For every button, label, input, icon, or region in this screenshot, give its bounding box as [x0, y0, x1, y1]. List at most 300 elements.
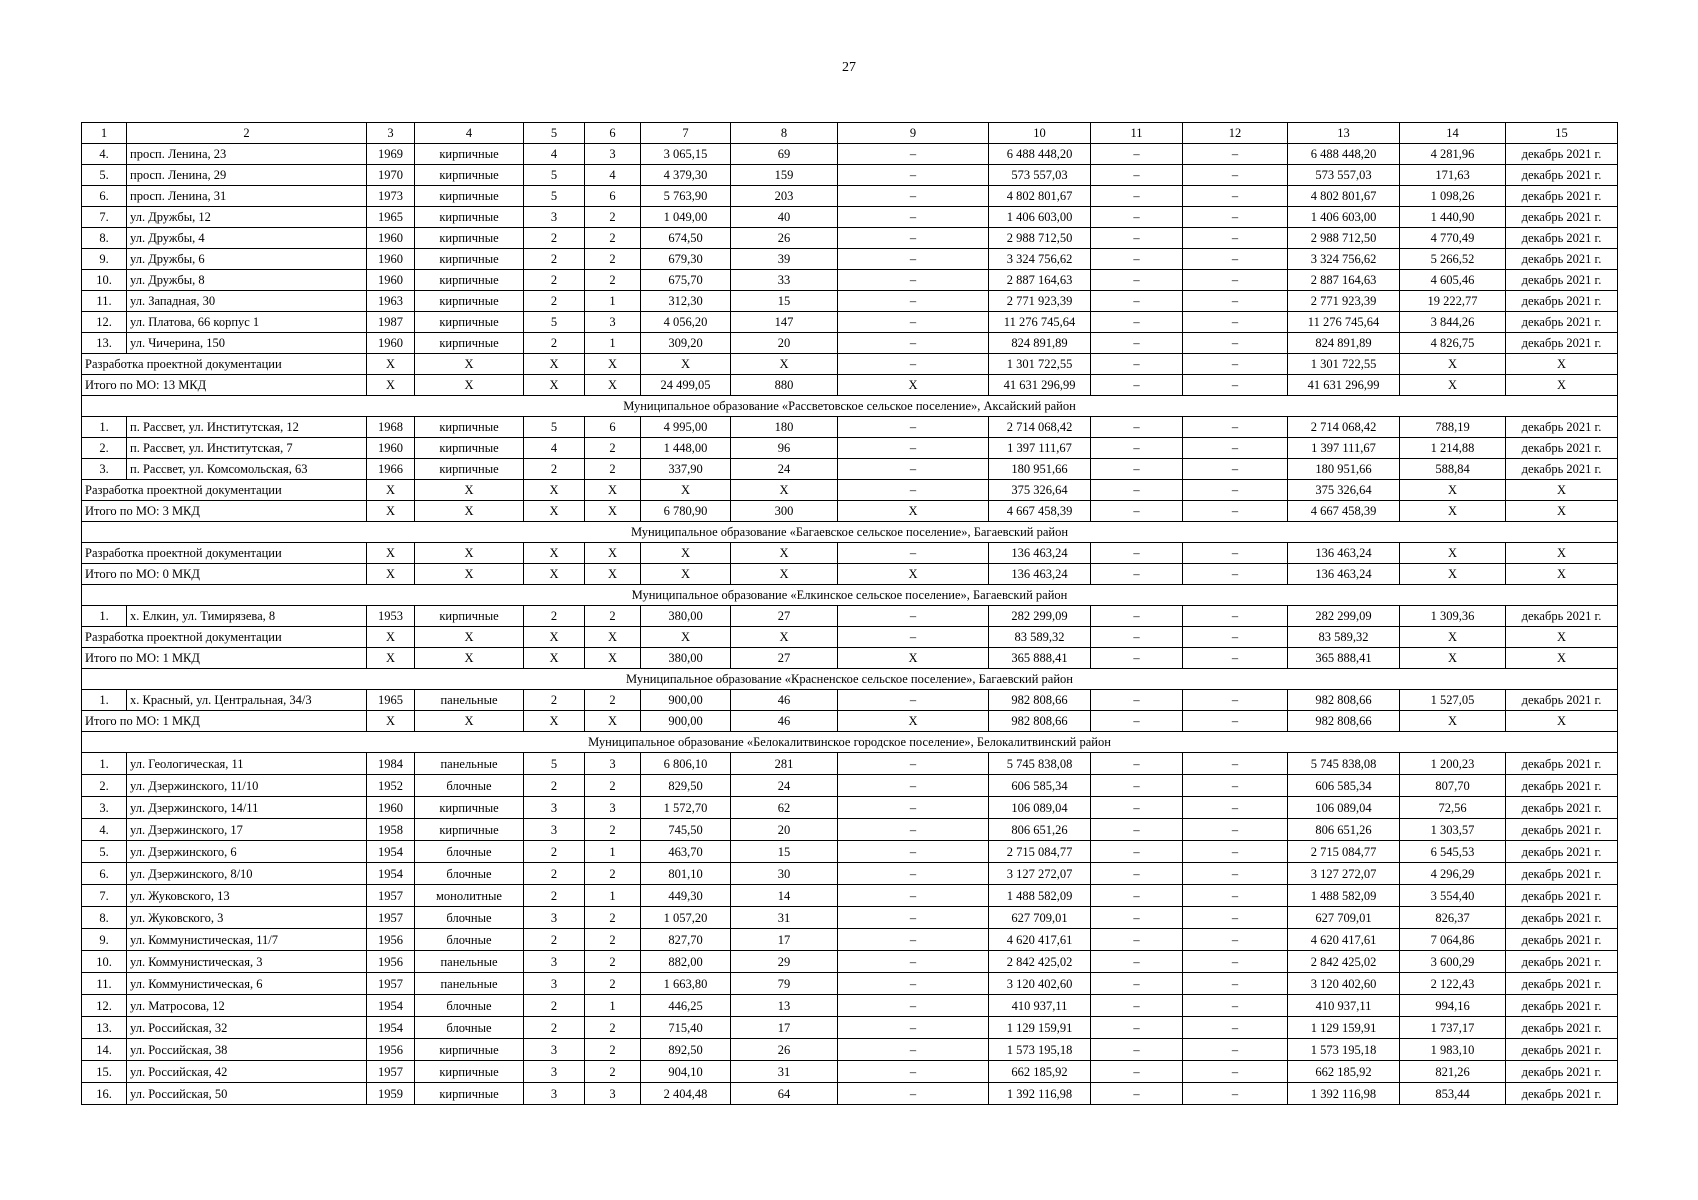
table-cell: X — [838, 711, 989, 732]
table-cell: кирпичные — [415, 819, 524, 841]
table-cell: – — [1091, 775, 1183, 797]
table-cell: X — [524, 627, 585, 648]
page-number: 27 — [842, 60, 856, 75]
table-cell: 1954 — [367, 995, 415, 1017]
table-row — [82, 165, 1618, 186]
table-cell: X — [524, 480, 585, 501]
table-cell: X — [367, 375, 415, 396]
table-cell: 180 951,66 — [989, 459, 1091, 480]
address-cell: просп. Ленина, 23 — [127, 144, 367, 165]
table-cell: X — [1506, 711, 1618, 732]
table-cell: 159 — [731, 165, 838, 186]
table-cell: – — [1091, 1061, 1183, 1083]
table-cell: 1 — [585, 841, 641, 863]
table-cell: 2 771 923,39 — [989, 291, 1091, 312]
table-cell: 6 780,90 — [641, 501, 731, 522]
table-cell: – — [1183, 606, 1288, 627]
table-cell: 2 — [524, 459, 585, 480]
table-cell: 106 089,04 — [1288, 797, 1400, 819]
summary-label: Итого по МО: 13 МКД — [82, 375, 367, 396]
table-cell: декабрь 2021 г. — [1506, 1083, 1618, 1105]
table-cell: декабрь 2021 г. — [1506, 249, 1618, 270]
table-cell: 1957 — [367, 1061, 415, 1083]
section-heading: Муниципальное образование «Багаевское сельское поселение», Багаевский район — [82, 522, 1618, 543]
address-cell: ул. Жуковского, 13 — [127, 885, 367, 907]
table-cell: декабрь 2021 г. — [1506, 417, 1618, 438]
table-cell: – — [1091, 375, 1183, 396]
column-header-6: 6 — [585, 123, 641, 144]
row-number: 13. — [82, 1017, 127, 1039]
table-cell: X — [1400, 711, 1506, 732]
table-cell: – — [1183, 186, 1288, 207]
row-number: 1. — [82, 417, 127, 438]
table-cell: X — [585, 501, 641, 522]
table-cell: 1952 — [367, 775, 415, 797]
table-cell: – — [838, 690, 989, 711]
address-cell: ул. Западная, 30 — [127, 291, 367, 312]
table-cell: 892,50 — [641, 1039, 731, 1061]
table-cell: X — [415, 543, 524, 564]
table-cell: 3 — [585, 797, 641, 819]
table-cell: – — [838, 907, 989, 929]
table-cell: 79 — [731, 973, 838, 995]
table-row — [82, 885, 1618, 907]
table-cell: 4 379,30 — [641, 165, 731, 186]
table-cell: – — [838, 228, 989, 249]
summary-label: Разработка проектной документации — [82, 480, 367, 501]
table-cell: 180 951,66 — [1288, 459, 1400, 480]
table-cell: – — [838, 1083, 989, 1105]
section-heading-row — [82, 585, 1618, 606]
table-cell: 4 620 417,61 — [1288, 929, 1400, 951]
table-cell: – — [1183, 417, 1288, 438]
table-cell: X — [1400, 480, 1506, 501]
table-cell: – — [1183, 501, 1288, 522]
table-row — [82, 207, 1618, 228]
table-cell: – — [1183, 312, 1288, 333]
table-cell: – — [838, 627, 989, 648]
table-cell: декабрь 2021 г. — [1506, 144, 1618, 165]
table-cell: 15 — [731, 841, 838, 863]
table-cell: 24 — [731, 459, 838, 480]
table-cell: 1 572,70 — [641, 797, 731, 819]
table-cell: X — [1506, 627, 1618, 648]
table-cell: X — [585, 480, 641, 501]
table-cell: 64 — [731, 1083, 838, 1105]
table-cell: – — [838, 480, 989, 501]
row-number: 6. — [82, 186, 127, 207]
table-cell: X — [415, 711, 524, 732]
table-cell: 627 709,01 — [989, 907, 1091, 929]
table-cell: 1 129 159,91 — [1288, 1017, 1400, 1039]
table-cell: – — [1183, 951, 1288, 973]
table-cell: 136 463,24 — [989, 543, 1091, 564]
table-cell: 982 808,66 — [1288, 690, 1400, 711]
table-cell: 2 — [524, 929, 585, 951]
table-cell: декабрь 2021 г. — [1506, 753, 1618, 775]
table-cell: – — [1091, 863, 1183, 885]
table-cell: 2 — [524, 690, 585, 711]
table-cell: 3 600,29 — [1400, 951, 1506, 973]
table-cell: 1 397 111,67 — [989, 438, 1091, 459]
table-cell: – — [838, 863, 989, 885]
table-cell: 982 808,66 — [989, 690, 1091, 711]
table-cell: 4 667 458,39 — [1288, 501, 1400, 522]
table-cell: – — [1183, 711, 1288, 732]
table-cell: X — [1506, 501, 1618, 522]
table-cell: декабрь 2021 г. — [1506, 929, 1618, 951]
table-cell: – — [838, 841, 989, 863]
address-cell: х. Красный, ул. Центральная, 34/3 — [127, 690, 367, 711]
row-number: 3. — [82, 459, 127, 480]
summary-label: Разработка проектной документации — [82, 543, 367, 564]
table-cell: 3 — [524, 1061, 585, 1083]
table-cell: X — [731, 480, 838, 501]
table-cell: 83 589,32 — [989, 627, 1091, 648]
table-cell: X — [585, 564, 641, 585]
table-cell: 882,00 — [641, 951, 731, 973]
table-cell: 2 — [524, 606, 585, 627]
table-cell: – — [1091, 438, 1183, 459]
row-number: 11. — [82, 291, 127, 312]
column-header-4: 4 — [415, 123, 524, 144]
summary-label: Разработка проектной документации — [82, 354, 367, 375]
table-cell: – — [1183, 885, 1288, 907]
table-cell: – — [838, 543, 989, 564]
table-cell: 4 620 417,61 — [989, 929, 1091, 951]
table-cell: 982 808,66 — [989, 711, 1091, 732]
table-cell: 24 — [731, 775, 838, 797]
table-cell: 2 — [524, 291, 585, 312]
column-header-12: 12 — [1183, 123, 1288, 144]
table-cell: кирпичные — [415, 1039, 524, 1061]
table-cell: X — [585, 711, 641, 732]
address-cell: ул. Матросова, 12 — [127, 995, 367, 1017]
table-cell: 2 404,48 — [641, 1083, 731, 1105]
table-cell: 1963 — [367, 291, 415, 312]
table-cell: – — [1091, 1039, 1183, 1061]
summary-row — [82, 711, 1618, 732]
table-cell: блочные — [415, 863, 524, 885]
table-cell: 2 842 425,02 — [989, 951, 1091, 973]
table-cell: 1 737,17 — [1400, 1017, 1506, 1039]
table-cell: кирпичные — [415, 333, 524, 354]
table-cell: – — [1091, 501, 1183, 522]
table-cell: 1 301 722,55 — [1288, 354, 1400, 375]
table-cell: 106 089,04 — [989, 797, 1091, 819]
section-heading-row — [82, 732, 1618, 753]
table-cell: 1 983,10 — [1400, 1039, 1506, 1061]
section-heading: Муниципальное образование «Белокалитвинское городское поселение», Белокалитвинский район — [82, 732, 1618, 753]
table-cell: – — [1091, 186, 1183, 207]
table-cell: 380,00 — [641, 648, 731, 669]
column-header-5: 5 — [524, 123, 585, 144]
table-cell: X — [524, 501, 585, 522]
table-cell: 2 715 084,77 — [989, 841, 1091, 863]
table-cell: 2 — [585, 907, 641, 929]
table-cell: X — [1400, 564, 1506, 585]
table-cell: 3 554,40 — [1400, 885, 1506, 907]
table-cell: 365 888,41 — [989, 648, 1091, 669]
table-cell: – — [1091, 841, 1183, 863]
table-cell: кирпичные — [415, 144, 524, 165]
table-cell: 19 222,77 — [1400, 291, 1506, 312]
column-header-9: 9 — [838, 123, 989, 144]
row-number: 5. — [82, 165, 127, 186]
table-cell: 4 826,75 — [1400, 333, 1506, 354]
table-cell: 1965 — [367, 207, 415, 228]
table-cell: – — [1183, 438, 1288, 459]
table-cell: 1956 — [367, 1039, 415, 1061]
table-cell: X — [524, 375, 585, 396]
table-cell: 2 842 425,02 — [1288, 951, 1400, 973]
table-cell: 1984 — [367, 753, 415, 775]
table-cell: 2 — [585, 1039, 641, 1061]
summary-row — [82, 627, 1618, 648]
row-number: 2. — [82, 775, 127, 797]
table-cell: 3 — [585, 1083, 641, 1105]
section-heading: Муниципальное образование «Рассветовское сельское поселение», Аксайский район — [82, 396, 1618, 417]
table-cell: X — [838, 564, 989, 585]
table-cell: 1973 — [367, 186, 415, 207]
table-cell: блочные — [415, 995, 524, 1017]
table-cell: X — [641, 480, 731, 501]
table-cell: – — [838, 333, 989, 354]
table-cell: 1954 — [367, 841, 415, 863]
table-cell: 26 — [731, 1039, 838, 1061]
section-heading-row — [82, 669, 1618, 690]
table-cell: – — [838, 312, 989, 333]
table-cell: 2 — [585, 228, 641, 249]
table-row — [82, 312, 1618, 333]
table-cell: 1 663,80 — [641, 973, 731, 995]
table-cell: 300 — [731, 501, 838, 522]
table-cell: X — [1400, 354, 1506, 375]
table-cell: 1960 — [367, 270, 415, 291]
row-number: 15. — [82, 1061, 127, 1083]
table-cell: 5 745 838,08 — [1288, 753, 1400, 775]
table-cell: – — [1183, 1061, 1288, 1083]
table-cell: 62 — [731, 797, 838, 819]
table-cell: 5 — [524, 753, 585, 775]
table-cell: – — [1091, 291, 1183, 312]
table-cell: – — [838, 207, 989, 228]
table-cell: – — [1091, 165, 1183, 186]
table-cell: 826,37 — [1400, 907, 1506, 929]
table-cell: 679,30 — [641, 249, 731, 270]
table-cell: 4 056,20 — [641, 312, 731, 333]
table-cell: 203 — [731, 186, 838, 207]
row-number: 4. — [82, 144, 127, 165]
table-cell: X — [367, 564, 415, 585]
table-cell: декабрь 2021 г. — [1506, 207, 1618, 228]
table-cell: – — [1091, 417, 1183, 438]
table-cell: 1 309,36 — [1400, 606, 1506, 627]
table-cell: 1953 — [367, 606, 415, 627]
table-cell: – — [838, 144, 989, 165]
table-cell: блочные — [415, 841, 524, 863]
table-cell: 14 — [731, 885, 838, 907]
table-cell: X — [1400, 627, 1506, 648]
table-cell: 606 585,34 — [1288, 775, 1400, 797]
table-cell: – — [1183, 144, 1288, 165]
table-cell: 1959 — [367, 1083, 415, 1105]
table-cell: 1 057,20 — [641, 907, 731, 929]
address-cell: ул. Российская, 50 — [127, 1083, 367, 1105]
table-cell: 136 463,24 — [1288, 564, 1400, 585]
address-cell: ул. Дружбы, 6 — [127, 249, 367, 270]
table-cell: 662 185,92 — [1288, 1061, 1400, 1083]
table-cell: блочные — [415, 907, 524, 929]
row-number: 1. — [82, 690, 127, 711]
table-row — [82, 690, 1618, 711]
table-cell: 4 802 801,67 — [989, 186, 1091, 207]
table-cell: 31 — [731, 907, 838, 929]
table-cell: кирпичные — [415, 459, 524, 480]
table-cell: 2 — [585, 270, 641, 291]
table-cell: 282 299,09 — [989, 606, 1091, 627]
table-cell: 1969 — [367, 144, 415, 165]
table-cell: – — [1183, 1083, 1288, 1105]
table-cell: X — [415, 375, 524, 396]
table-cell: – — [1183, 270, 1288, 291]
table-cell: декабрь 2021 г. — [1506, 907, 1618, 929]
address-cell: ул. Дзержинского, 6 — [127, 841, 367, 863]
table-cell: – — [1091, 144, 1183, 165]
table-cell: – — [1091, 627, 1183, 648]
table-cell: 1 392 116,98 — [1288, 1083, 1400, 1105]
table-cell: 3 324 756,62 — [1288, 249, 1400, 270]
table-cell: – — [1091, 564, 1183, 585]
summary-row — [82, 543, 1618, 564]
table-cell: 1 — [585, 995, 641, 1017]
table-cell: декабрь 2021 г. — [1506, 885, 1618, 907]
table-cell: – — [838, 929, 989, 951]
table-cell: – — [1091, 606, 1183, 627]
table-cell: – — [1183, 228, 1288, 249]
table-cell: 3 324 756,62 — [989, 249, 1091, 270]
table-cell: – — [1183, 797, 1288, 819]
table-cell: – — [1091, 1083, 1183, 1105]
table-cell: 2 — [585, 249, 641, 270]
row-number: 7. — [82, 207, 127, 228]
table-cell: – — [1183, 627, 1288, 648]
table-cell: декабрь 2021 г. — [1506, 1061, 1618, 1083]
table-cell: панельные — [415, 690, 524, 711]
table-cell: X — [524, 711, 585, 732]
table-cell: кирпичные — [415, 606, 524, 627]
table-cell: 2 — [585, 606, 641, 627]
table-cell: декабрь 2021 г. — [1506, 606, 1618, 627]
table-cell: X — [641, 354, 731, 375]
table-cell: X — [524, 564, 585, 585]
table-cell: 806 651,26 — [1288, 819, 1400, 841]
table-cell: кирпичные — [415, 797, 524, 819]
table-cell: – — [838, 753, 989, 775]
table-row — [82, 775, 1618, 797]
table-cell: 4 770,49 — [1400, 228, 1506, 249]
table-cell: 3 — [585, 753, 641, 775]
table-cell: кирпичные — [415, 207, 524, 228]
table-cell: 380,00 — [641, 606, 731, 627]
address-cell: ул. Чичерина, 150 — [127, 333, 367, 354]
table-cell: 1970 — [367, 165, 415, 186]
table-cell: 7 064,86 — [1400, 929, 1506, 951]
table-cell: – — [1183, 459, 1288, 480]
table-cell: 675,70 — [641, 270, 731, 291]
address-cell: ул. Коммунистическая, 11/7 — [127, 929, 367, 951]
table-cell: 3 120 402,60 — [989, 973, 1091, 995]
table-cell: 31 — [731, 1061, 838, 1083]
table-cell: X — [731, 627, 838, 648]
table-cell: 1 — [585, 333, 641, 354]
column-header-10: 10 — [989, 123, 1091, 144]
table-cell: 1 488 582,09 — [989, 885, 1091, 907]
table-cell: – — [1091, 797, 1183, 819]
address-cell: х. Елкин, ул. Тимирязева, 8 — [127, 606, 367, 627]
table-cell: кирпичные — [415, 312, 524, 333]
table-cell: 6 — [585, 417, 641, 438]
table-row — [82, 459, 1618, 480]
table-row — [82, 1061, 1618, 1083]
table-cell: X — [524, 543, 585, 564]
table-cell: 1 392 116,98 — [989, 1083, 1091, 1105]
table-cell: – — [838, 270, 989, 291]
row-number: 13. — [82, 333, 127, 354]
row-number: 6. — [82, 863, 127, 885]
table-cell: X — [585, 543, 641, 564]
table-cell: 1960 — [367, 438, 415, 459]
table-cell: 1958 — [367, 819, 415, 841]
table-cell: 6 488 448,20 — [989, 144, 1091, 165]
table-cell: – — [838, 165, 989, 186]
address-cell: ул. Российская, 38 — [127, 1039, 367, 1061]
column-header-7: 7 — [641, 123, 731, 144]
table-cell: 171,63 — [1400, 165, 1506, 186]
table-cell: – — [838, 819, 989, 841]
table-cell: декабрь 2021 г. — [1506, 459, 1618, 480]
table-cell: 3 — [524, 907, 585, 929]
table-row — [82, 186, 1618, 207]
table-cell: 2 — [524, 228, 585, 249]
table-cell: 2 715 084,77 — [1288, 841, 1400, 863]
table-cell: кирпичные — [415, 1083, 524, 1105]
table-cell: декабрь 2021 г. — [1506, 775, 1618, 797]
table-cell: – — [838, 1017, 989, 1039]
summary-label: Итого по МО: 1 МКД — [82, 648, 367, 669]
summary-label: Разработка проектной документации — [82, 627, 367, 648]
housing-table — [81, 122, 1618, 1105]
row-number: 10. — [82, 270, 127, 291]
table-cell: – — [838, 438, 989, 459]
table-cell: 1 573 195,18 — [1288, 1039, 1400, 1061]
table-cell: 2 122,43 — [1400, 973, 1506, 995]
table-row — [82, 753, 1618, 775]
table-cell: – — [838, 951, 989, 973]
table-cell: 1 049,00 — [641, 207, 731, 228]
row-number: 5. — [82, 841, 127, 863]
table-cell: 1957 — [367, 907, 415, 929]
table-cell: 788,19 — [1400, 417, 1506, 438]
table-row — [82, 929, 1618, 951]
table-cell: – — [1091, 690, 1183, 711]
row-number: 7. — [82, 885, 127, 907]
table-cell: декабрь 2021 г. — [1506, 186, 1618, 207]
row-number: 12. — [82, 995, 127, 1017]
table-cell: – — [1183, 207, 1288, 228]
table-cell: 30 — [731, 863, 838, 885]
table-cell: 1954 — [367, 1017, 415, 1039]
